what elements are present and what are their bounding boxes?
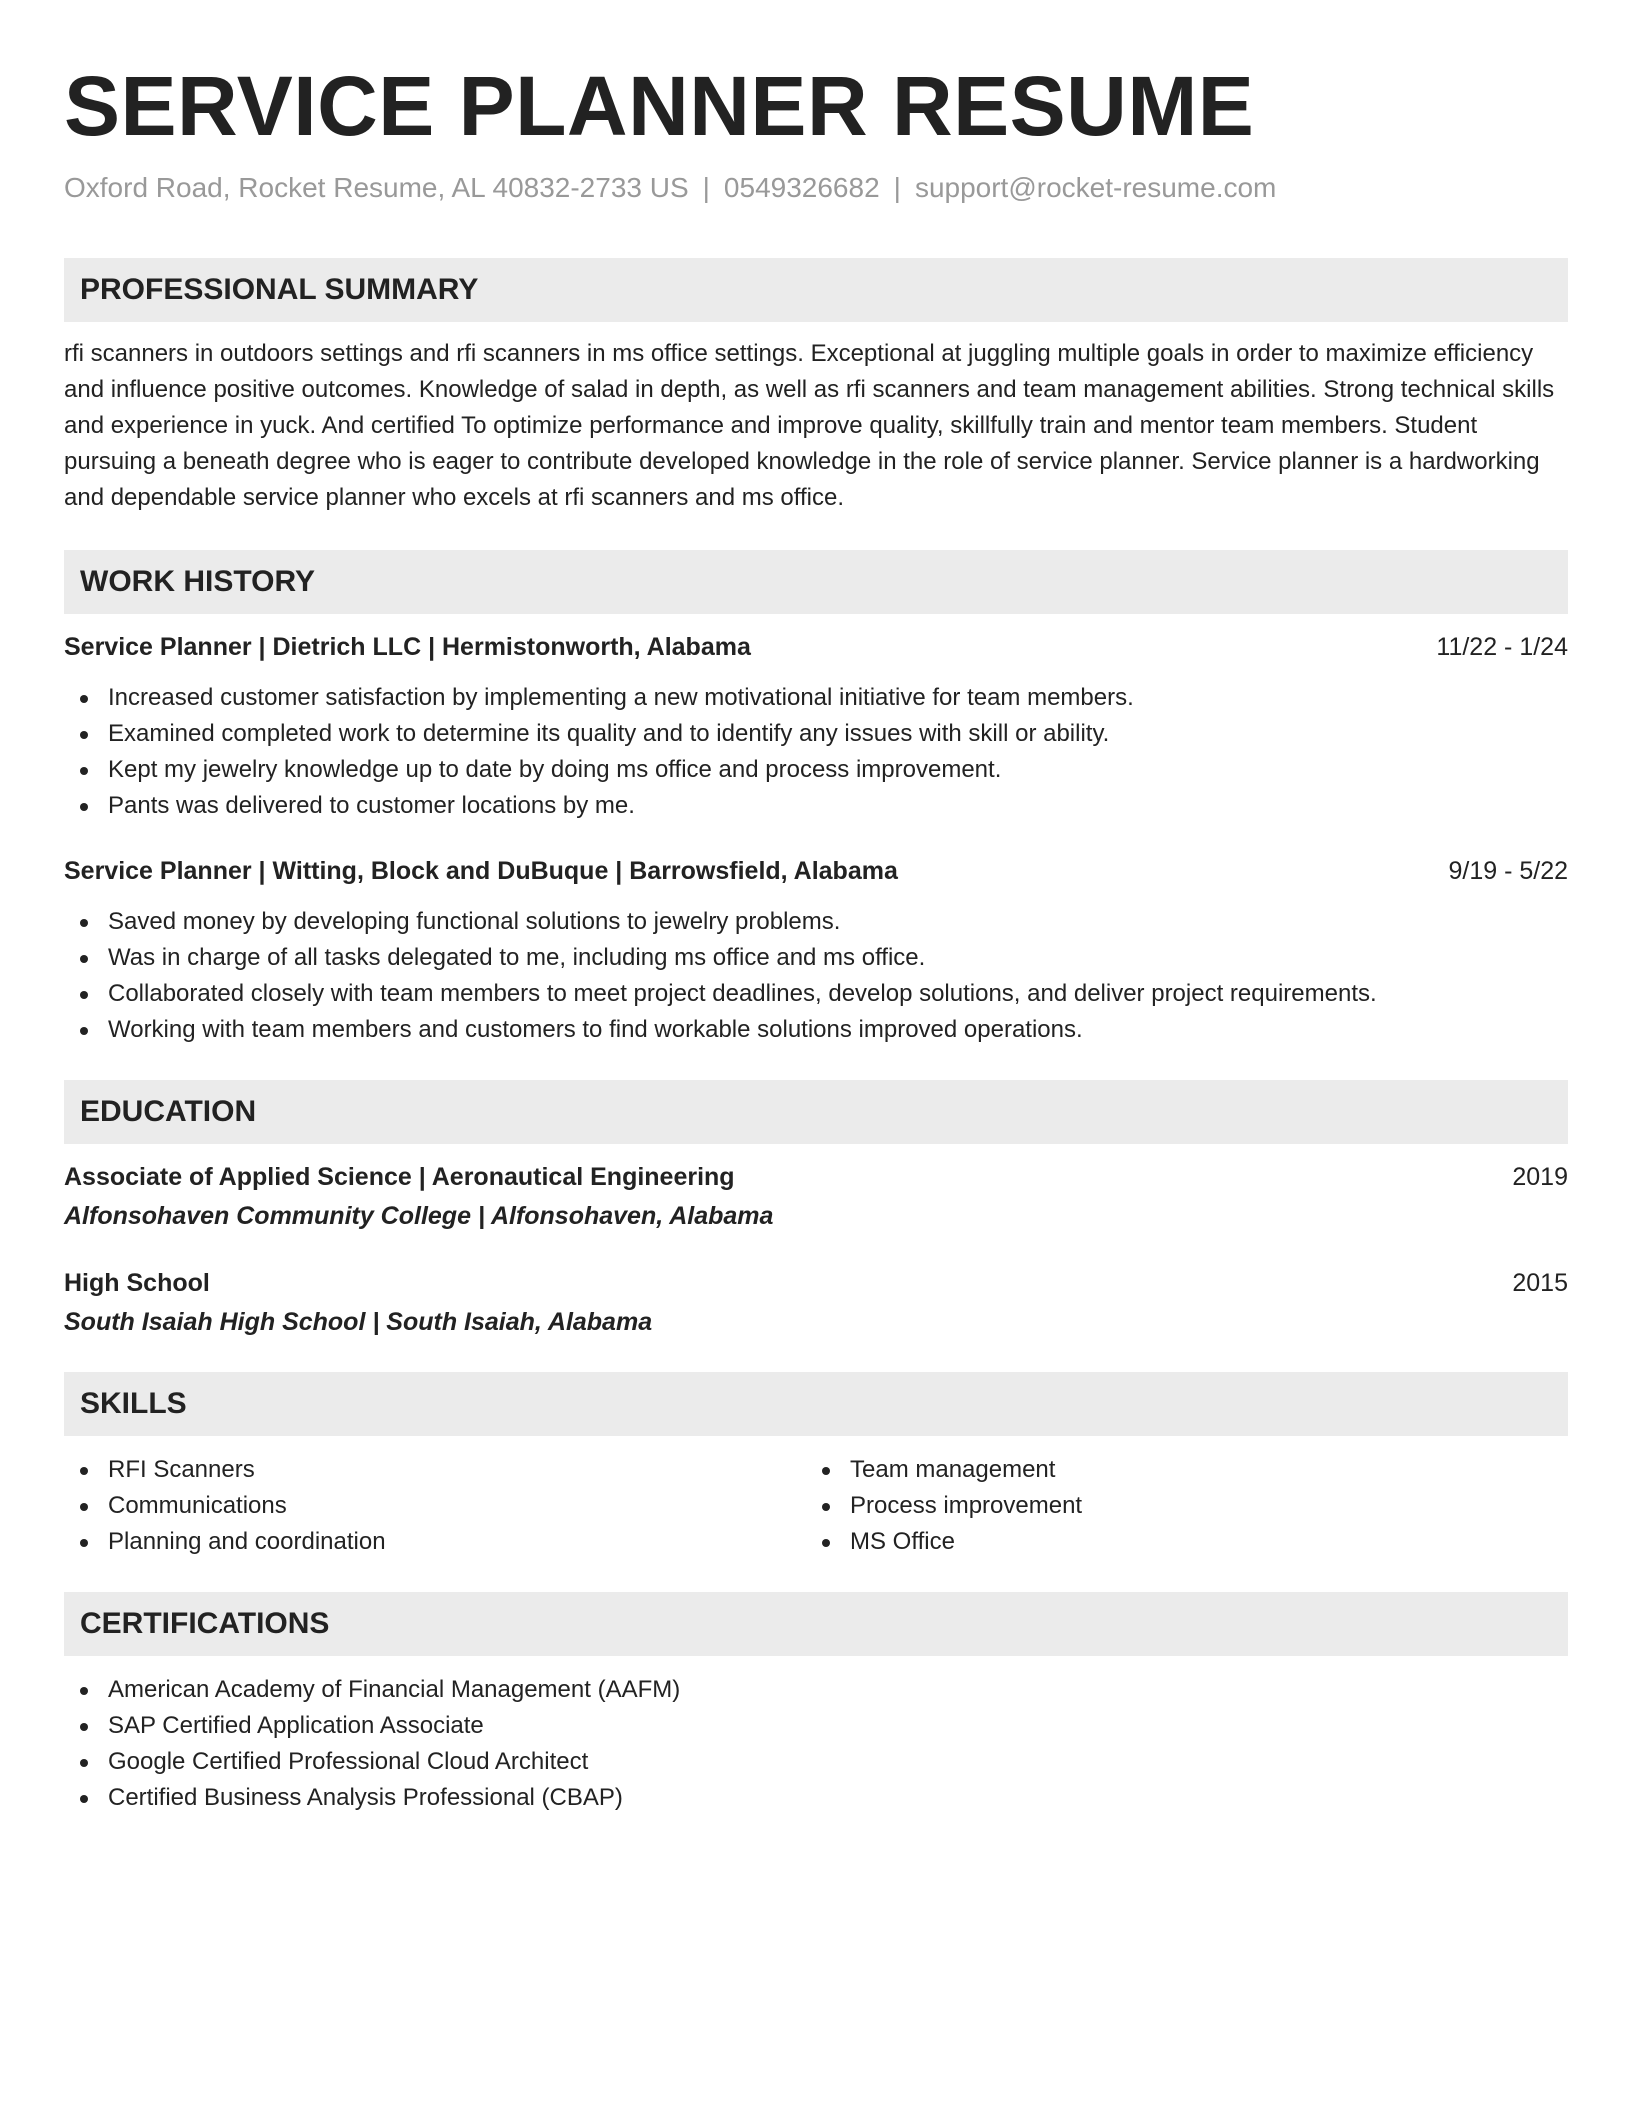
contact-separator: | [702,172,710,203]
certifications-list [64,1672,1568,1816]
skill-item: RFI Scanners [64,1452,806,1488]
work-history-heading: WORK HISTORY [64,550,1568,614]
job-entry [64,854,1568,1048]
education-year: 2015 [1512,1269,1568,1297]
certification-item: Google Certified Professional Cloud Architect [64,1744,1568,1780]
education-entry [64,1160,1568,1234]
degree-title: High School [64,1269,210,1297]
skill-item: Process improvement [806,1488,1548,1524]
contact-line [64,170,1568,206]
resume-title: SERVICE PLANNER RESUME [64,59,1255,153]
job-dates: 11/22 - 1/24 [1436,633,1568,661]
institution: Alfonsohaven Community College | Alfonsohaven, Alabama [64,1202,774,1230]
list-item: Collaborated closely with team members to meet project deadlines, develop solutions, and deliver project requirements. [64,976,1568,1012]
education-heading: EDUCATION [64,1080,1568,1144]
degree-title: Associate of Applied Science | Aeronautical Engineering [64,1163,735,1191]
skill-item: Planning and coordination [64,1524,806,1560]
contact-phone: 0549326682 [723,172,880,203]
job-entry [64,630,1568,824]
summary-text: rfi scanners in outdoors settings and rfi scanners in ms office settings. Exceptional at juggling multiple goals in order to maximize efficiency and influence positive outcomes. Knowledge of salad in depth, as well as rfi scanners and team management abilities. Strong technical skills and experience in yuck. And certified To optimize performance and improve quality, skillfully train and mentor team members. Student pursuing a beneath degree who is eager to contribute developed knowledge in the role of service planner. Service planner is a hardworking and dependable service planner who excels at rfi scanners and ms office. [64,340,1555,511]
list-item: Saved money by developing functional solutions to jewelry problems. [64,904,1568,940]
contact-email: support@rocket-resume.com [914,172,1277,203]
skill-item: MS Office [806,1524,1548,1560]
job-dates: 9/19 - 5/22 [1448,857,1568,885]
institution: South Isaiah High School | South Isaiah, Alabama [64,1308,653,1336]
skills-list-right [806,1452,1548,1560]
skills-heading: SKILLS [64,1372,1568,1436]
list-item: Pants was delivered to customer locations by me. [64,788,1568,824]
summary-heading: PROFESSIONAL SUMMARY [64,258,1568,322]
list-item: Kept my jewelry knowledge up to date by doing ms office and process improvement. [64,752,1568,788]
job-title: Service Planner | Dietrich LLC | Hermistonworth, Alabama [64,633,751,661]
job-bullets [64,680,1568,824]
job-bullets [64,904,1568,1048]
skills-columns [64,1452,1568,1560]
list-item: Was in charge of all tasks delegated to me, including ms office and ms office. [64,940,1568,976]
contact-separator: | [893,172,901,203]
education-year: 2019 [1512,1163,1568,1191]
skill-item: Team management [806,1452,1548,1488]
certification-item: American Academy of Financial Management (AAFM) [64,1672,1568,1708]
list-item: Examined completed work to determine its quality and to identify any issues with skill or ability. [64,716,1568,752]
skills-list-left [64,1452,806,1560]
certifications-heading: CERTIFICATIONS [64,1592,1568,1656]
certification-item: SAP Certified Application Associate [64,1708,1568,1744]
skill-item: Communications [64,1488,806,1524]
certification-item: Certified Business Analysis Professional (CBAP) [64,1780,1568,1816]
contact-address: Oxford Road, Rocket Resume, AL 40832-2733 US [64,172,689,203]
list-item: Increased customer satisfaction by implementing a new motivational initiative for team members. [64,680,1568,716]
job-title: Service Planner | Witting, Block and DuBuque | Barrowsfield, Alabama [64,857,898,885]
list-item: Working with team members and customers to find workable solutions improved operations. [64,1012,1568,1048]
education-entry [64,1266,1568,1340]
resume-page [64,0,1568,1816]
